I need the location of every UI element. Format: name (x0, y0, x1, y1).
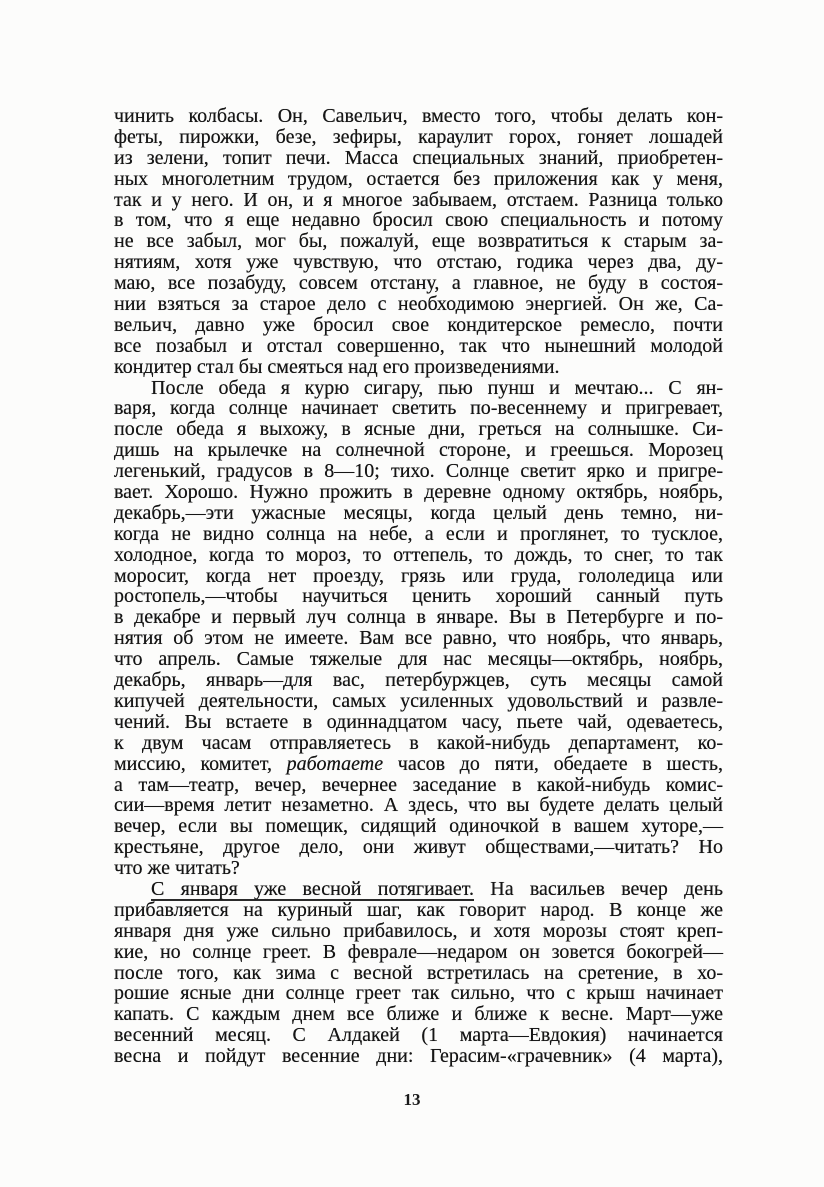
text-segment: миссию, комитет, (114, 752, 287, 775)
paragraph (114, 378, 723, 879)
text-line: а там—театр, вечер, вечернее заседание в какой-нибудь комис- (114, 773, 723, 796)
text-line: не все забыл, мог бы, пожалуй, еще возвратиться к старым за- (114, 230, 723, 253)
text-line: из зелени, топит печи. Масса специальных знаний, приобретен- (114, 146, 723, 169)
text-segment: На васильев вечер день (473, 877, 723, 900)
text-line: весенний месяц. С Алдакей (1 марта—Евдокия) начинается (114, 1024, 723, 1047)
text-line: так и у него. И он, и я многое забываем, отстаем. Разница только (114, 188, 723, 211)
text-line: капать. С каждым днем все ближе и ближе к весне. Март—уже (114, 1003, 723, 1026)
page-text (114, 106, 723, 1067)
paragraph (114, 106, 723, 378)
text-line: сии—время летит незаметно. А здесь, что вы будете делать целый (114, 794, 723, 817)
underlined-phrase: С января уже весной потягивает. (151, 877, 474, 900)
text-line: чинить колбасы. Он, Савельич, вместо того, чтобы делать кон- (114, 105, 723, 127)
text-line: прибавляется на куриный шаг, как говорит народ. В конце же (114, 898, 723, 921)
text-line: к двум часам отправляетесь в какой-нибудь департамент, ко- (114, 731, 723, 754)
text-line (114, 879, 723, 900)
text-line: что апрель. Самые тяжелые для нас месяцы—октябрь, ноябрь, (114, 648, 723, 671)
text-line: крестьяне, другое дело, они живут обществами,—читать? Но (114, 836, 723, 859)
text-line: вает. Хорошо. Нужно прожить в деревне одному октябрь, ноябрь, (114, 481, 723, 504)
text-line: в том, что я еще недавно бросил свою специальность и потому (114, 209, 723, 232)
text-line: холодное, когда то мороз, то оттепель, то дождь, то снег, то так (114, 543, 723, 566)
text-line (114, 754, 723, 775)
text-line: вельич, давно уже бросил свое кондитерское ремесло, почти (114, 313, 723, 336)
text-line: после обеда я выхожу, в ясные дни, греться на солнышке. Си- (114, 418, 723, 441)
emphasis-word: работаете (286, 752, 384, 775)
text-line: дишь на крылечке на солнечной стороне, и греешься. Морозец (114, 439, 723, 462)
text-line: кие, но солнце греет. В феврале—недаром он зовется бокогрей— (114, 940, 723, 963)
text-line: феты, пирожки, безе, зефиры, караулит горох, гоняет лошадей (114, 125, 723, 148)
text-line: нятия об этом не имеете. Вам все равно, что ноябрь, что январь, (114, 627, 723, 650)
text-line: января дня уже сильно прибавилось, и хотя морозы стоят креп- (114, 919, 723, 942)
text-segment: часов до пяти, обедаете в шесть, (383, 752, 724, 775)
text-line: все позабыл и отстал совершенно, так что нынешний молодой (114, 334, 723, 357)
text-line: варя, когда солнце начинает светить по-весеннему и пригревает, (114, 397, 723, 420)
page-number: 13 (403, 1090, 421, 1109)
text-line: кондитер стал бы смеяться над его произведениями. (114, 355, 560, 378)
text-line: весна и пойдут весенние дни: Герасим-«грачевник» (4 марта), (114, 1045, 723, 1068)
text-line: кипучей деятельности, самых усиленных удовольствий и развле- (114, 689, 723, 712)
text-line: ростопель,—чтобы научиться ценить хороший санный путь (114, 585, 723, 608)
text-line: рошие ясные дни солнце греет так сильно, что с крыш начинает (114, 982, 723, 1005)
text-line: маю, все позабуду, совсем отстану, а главное, не буду в состоя- (114, 272, 723, 295)
text-line: когда не видно солнца на небе, а если и проглянет, то тусклое, (114, 522, 723, 545)
text-line: моросит, когда нет проезду, грязь или груда, гололедица или (114, 564, 723, 587)
text-line: декабрь, январь—для вас, петербуржцев, суть месяцы самой (114, 669, 723, 692)
text-line: нятиям, хотя уже чувствую, что отстаю, годика через два, ду- (114, 251, 723, 274)
text-line: После обеда я курю сигару, пью пунш и мечтаю... С ян- (151, 376, 723, 399)
text-line: декабрь,—эти ужасные месяцы, когда целый день темно, ни- (114, 501, 723, 524)
text-line: вечер, если вы помещик, сидящий одиночкой в вашем хуторе,— (114, 815, 723, 838)
paragraph (114, 879, 723, 1067)
text-line: в декабре и первый луч солнца в январе. Вы в Петербурге и по- (114, 606, 723, 629)
text-line: чений. Вы встаете в одиннадцатом часу, пьете чай, одеваетесь, (114, 710, 723, 733)
text-line: что же читать? (114, 857, 240, 880)
text-line: легенький, градусов в 8—10; тихо. Солнце светит ярко и пригре- (114, 460, 723, 483)
text-line: ных многолетним трудом, остается без приложения как у меня, (114, 167, 723, 190)
text-line: после того, как зима с весной встретилась на сретение, в хо- (114, 961, 723, 984)
text-line: нии взяться за старое дело с необходимою энергией. Он же, Са- (114, 293, 723, 316)
